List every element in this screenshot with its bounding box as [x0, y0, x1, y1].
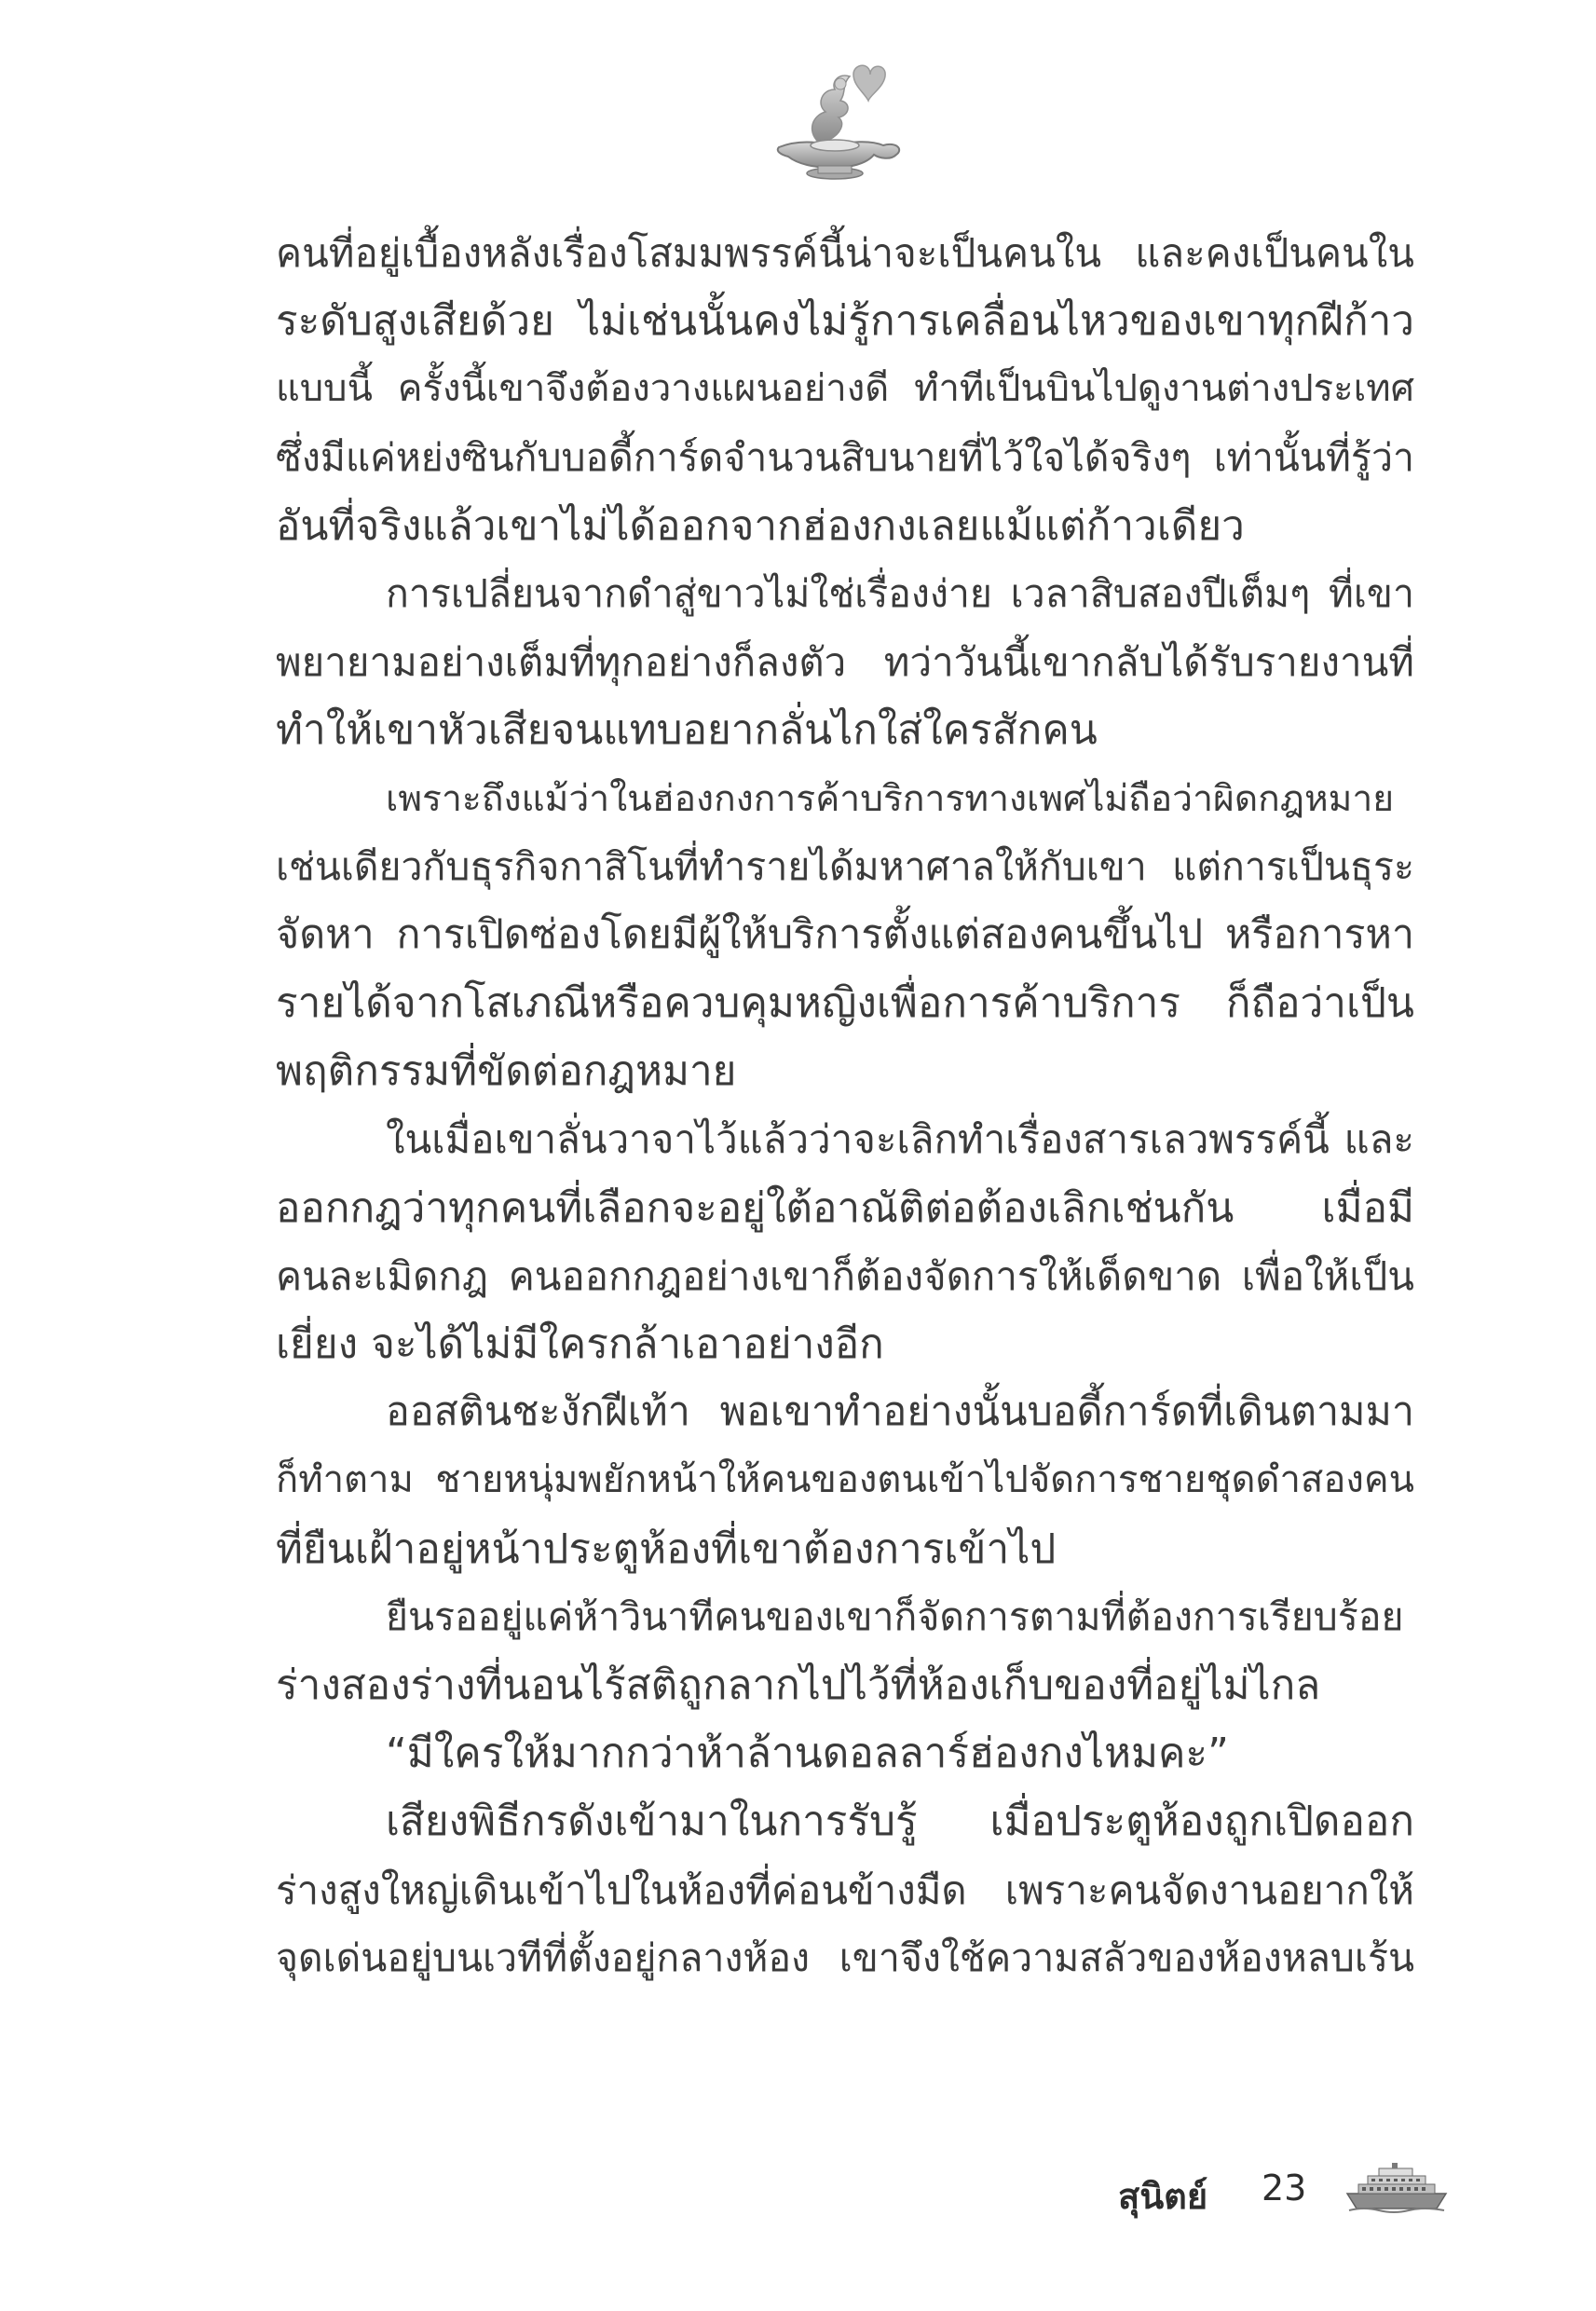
text-line: ร่างสูงใหญ่เดินเข้าไปในห้องที่ค่อนข้างมืด เพราะคนจัดงานอยากให้ [276, 1867, 1414, 1913]
page-footer [1118, 2162, 1453, 2218]
text-line: ในเมื่อเขาลั่นวาจาไว้แล้วว่าจะเลิกทำเรื่องสารเลวพรรค์นี้ และ [386, 1116, 1414, 1163]
page-number: 23 [1262, 2167, 1307, 2208]
story-body [276, 219, 1414, 1992]
cruise-ship-icon-graphic [1345, 2162, 1448, 2214]
text-line: ทำให้เขาหัวเสียจนแทบอยากลั่นไกใส่ใครสักคน [276, 706, 1098, 755]
text-line: คนละเมิดกฎ คนออกกฎอย่างเขาก็ต้องจัดการให้เด็ดขาด เพื่อให้เป็น [276, 1252, 1414, 1299]
text-line: เพราะถึงแม้ว่าในฮ่องกงการค้าบริการทางเพศไม่ถือว่าผิดกฎหมาย [386, 777, 1395, 820]
text-line: คนที่อยู่เบื้องหลังเรื่องโสมมพรรค์นี้น่าจะเป็นคนใน และคงเป็นคนใน [276, 230, 1414, 276]
text-line: ออสตินชะงักฝีเท้า พอเขาทำอย่างนั้นบอดี้การ์ดที่เดินตามมา [386, 1388, 1414, 1436]
text-line: ร่างสองร่างที่นอนไร้สติถูกลากไปไว้ที่ห้องเก็บของที่อยู่ไม่ไกล [276, 1661, 1321, 1709]
cruise-ship-icon [1345, 2162, 1448, 2214]
text-line: ระดับสูงเสียด้วย ไม่เช่นนั้นคงไม่รู้การเคลื่อนไหวของเขาทุกฝีก้าว [276, 297, 1414, 346]
genie-lamp-with-heart-icon [760, 56, 909, 182]
text-line: “มีใครให้มากกว่าห้าล้านดอลลาร์ฮ่องกงไหมคะ” [386, 1730, 1229, 1778]
book-title: สุนิตย์ [1118, 2176, 1208, 2217]
text-line: เยี่ยง จะได้ไม่มีใครกล้าเอาอย่างอีก [276, 1320, 884, 1368]
genie-lamp-with-heart-icon-graphic [760, 56, 909, 182]
text-line: เช่นเดียวกับธุรกิจกาสิโนที่ทำรายได้มหาศาลให้กับเขา แต่การเป็นธุระ [276, 843, 1414, 889]
text-line: อันที่จริงแล้วเขาไม่ได้ออกจากฮ่องกงเลยแม้แต่ก้าวเดียว [276, 501, 1245, 550]
text-line: จัดหา การเปิดซ่องโดยมีผู้ให้บริการตั้งแต่สองคนขึ้นไป หรือการหา [276, 910, 1414, 958]
text-line: เสียงพิธีกรดังเข้ามาในการรับรู้ เมื่อประตูห้องถูกเปิดออก [386, 1798, 1414, 1846]
text-line: ก็ทำตาม ชายหนุ่มพยักหน้าให้คนของตนเข้าไปจัดการชายชุดดำสองคน [276, 1458, 1414, 1502]
text-line: ยืนรออยู่แค่ห้าวินาทีคนของเขาก็จัดการตามที่ต้องการเรียบร้อย [386, 1593, 1404, 1639]
text-line: จุดเด่นอยู่บนเวทีที่ตั้งอยู่กลางห้อง เขาจึงใช้ความสลัวของห้องหลบเร้น [276, 1935, 1414, 1980]
text-line: ออกกฎว่าทุกคนที่เลือกจะอยู่ใต้อาณัติต่อต้องเลิกเช่นกัน เมื่อมี [276, 1183, 1414, 1232]
text-line: ซึ่งมีแค่หย่งซินกับบอดี้การ์ดจำนวนสิบนายที่ไว้ใจได้จริงๆ เท่านั้นที่รู้ว่า [276, 434, 1414, 480]
text-line: รายได้จากโสเภณีหรือควบคุมหญิงเพื่อการค้าบริการ ก็ถือว่าเป็น [276, 979, 1414, 1028]
text-line: การเปลี่ยนจากดำสู่ขาวไม่ใช่เรื่องง่าย เวลาสิบสองปีเต็มๆ ที่เขา [386, 570, 1414, 616]
text-line: พยายามอย่างเต็มที่ทุกอย่างก็ลงตัว ทว่าวันนี้เขากลับได้รับรายงานที่ [276, 639, 1414, 686]
text-line: พฤติกรรมที่ขัดต่อกฎหมาย [276, 1047, 737, 1096]
text-line: ที่ยืนเฝ้าอยู่หน้าประตูห้องที่เขาต้องการเข้าไป [276, 1525, 1057, 1573]
text-line: แบบนี้ ครั้งนี้เขาจึงต้องวางแผนอย่างดี ทำทีเป็นบินไปดูงานต่างประเทศ [276, 367, 1414, 411]
